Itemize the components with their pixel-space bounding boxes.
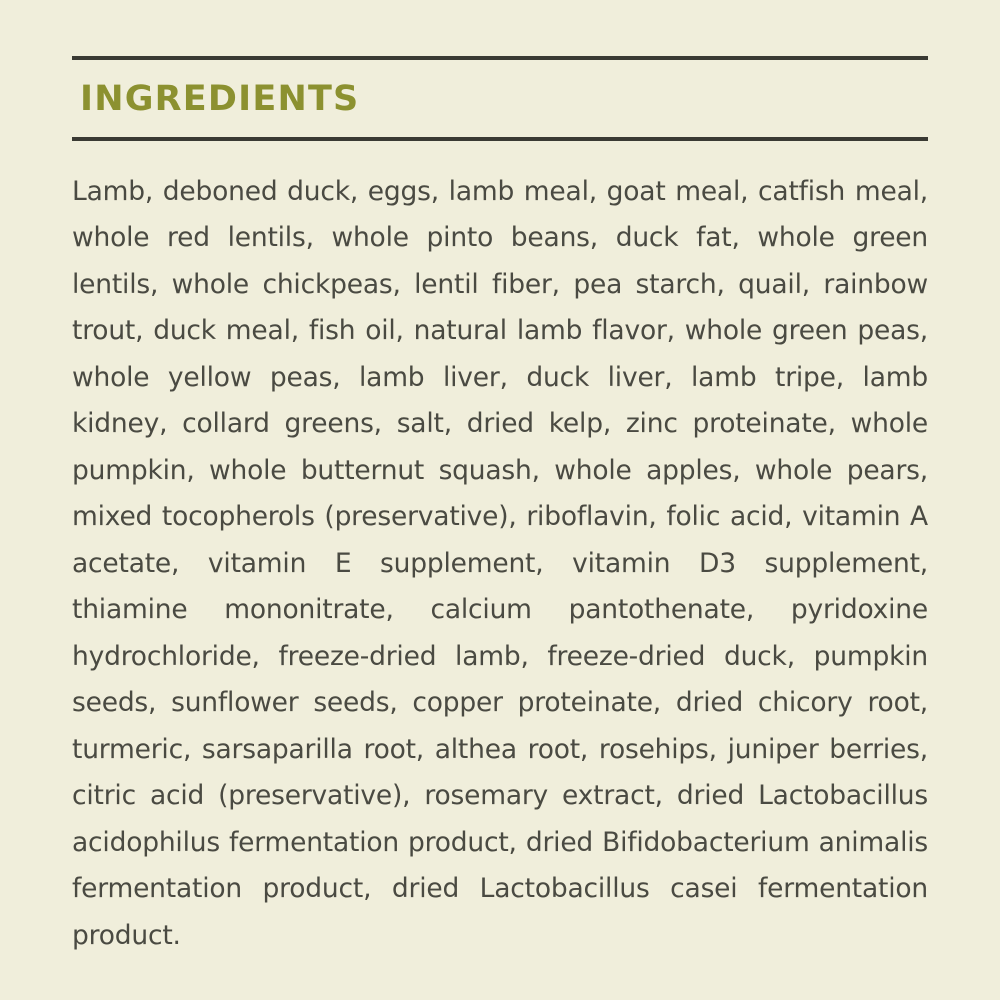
page-title: INGREDIENTS (80, 79, 360, 119)
ingredients-list-text: Lamb, deboned duck, eggs, lamb meal, goat meal, catfish meal, whole red lentils, whole pinto beans, duck fat, whole green lentils, whole chickpeas, lentil fiber, pea starch, quail, rainbow trout, duck meal, fish oil, natural lamb flavor, whole green peas, whole yellow peas, lamb liver, duck liver, lamb tripe, lamb kidney, collard greens, salt, dried kelp, zinc proteinate, whole pumpkin, whole butternut squash, whole apples, whole pears, mixed tocopherols (preservative), riboflavin, folic acid, vitamin A acetate, vitamin E supplement, vitamin D3 supplement, thiamine mononitrate, calcium pantothenate, pyridoxine hydrochloride, freeze-dried lamb, freeze-dried duck, pumpkin seeds, sunflower seeds, copper proteinate, dried chicory root, turmeric, sarsaparilla root, althea root, rosehips, juniper berries, citric acid (preservative), rosemary extract, dried Lactobacillus acidophilus fermentation product, dried Bifidobacterium animalis fermentation product, dried Lactobacillus casei fermentation product. (72, 175, 928, 951)
bottom-divider (72, 137, 928, 141)
